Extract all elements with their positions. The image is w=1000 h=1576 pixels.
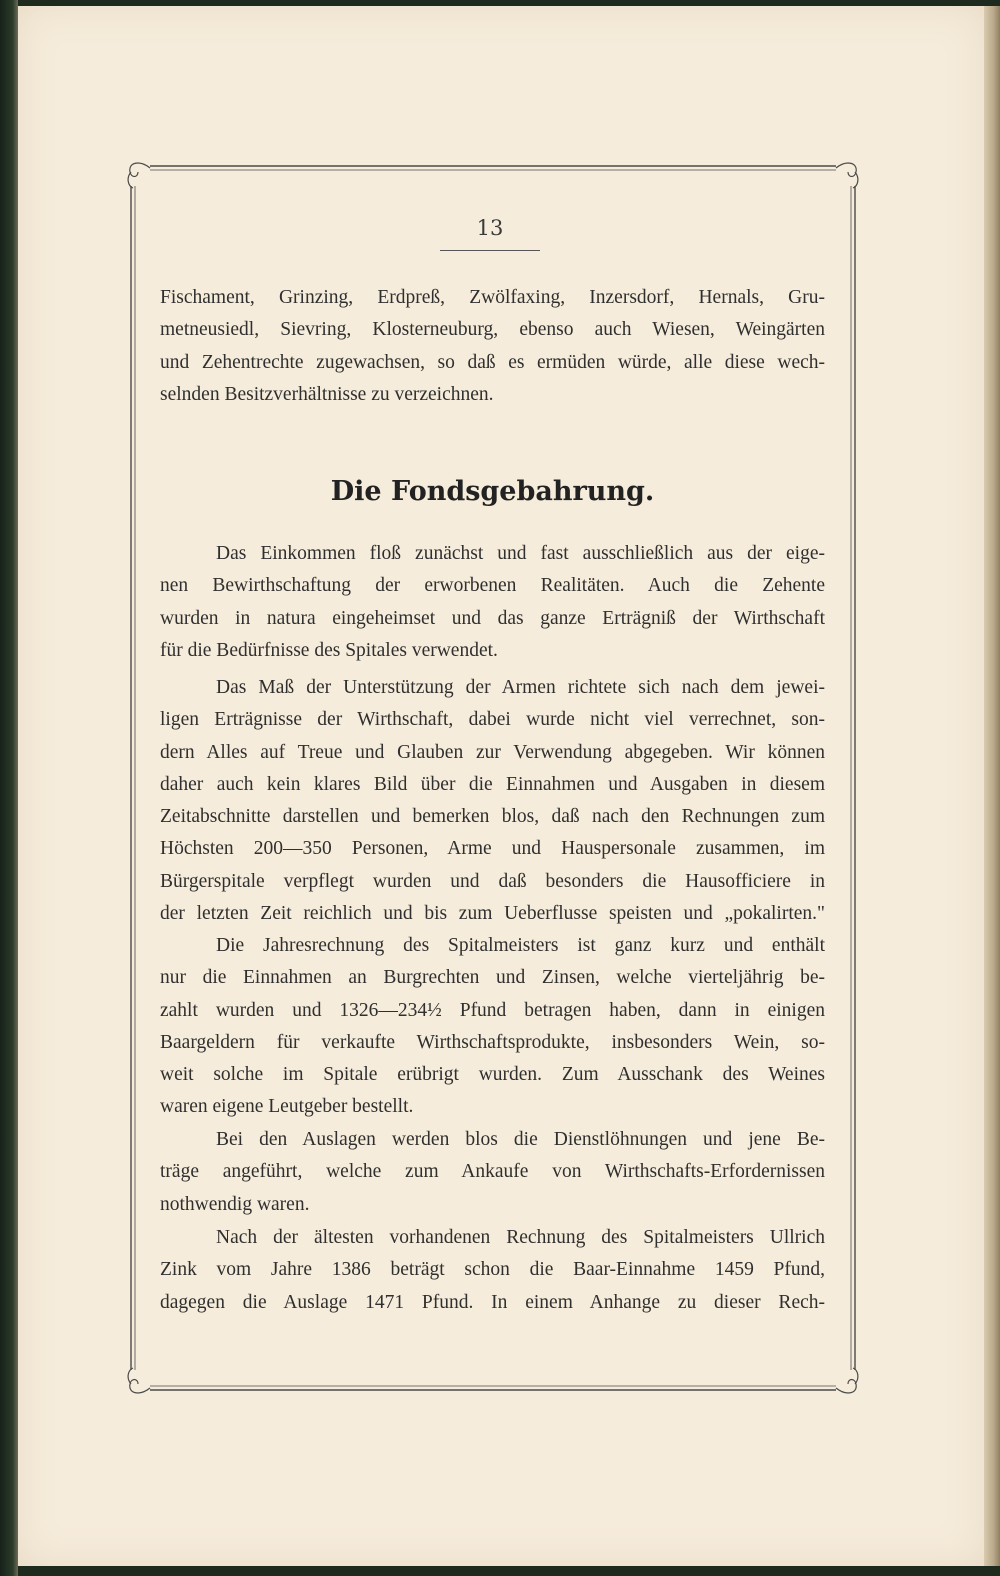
text-line: waren eigene Leutgeber bestellt. <box>160 1096 414 1118</box>
text-line: Nach der ältesten vorhandenen Rechnung des Spitalmeisters Ullrich <box>216 1227 825 1248</box>
paragraph-4 <box>160 1124 825 1221</box>
text-line: dagegen die Auslage 1471 Pfund. In einem Anhange zu dieser Rech- <box>160 1291 825 1313</box>
text-line: nen Bewirthschaftung der erworbenen Realitäten. Auch die Zehente <box>160 575 825 597</box>
text-line: zahlt wurden und 1326—234½ Pfund betragen haben, dann in einigen <box>160 999 825 1021</box>
text-line: Das Maß der Unterstützung der Armen richtete sich nach dem jewei- <box>216 677 825 698</box>
paragraph-5 <box>160 1222 825 1319</box>
paragraph-1 <box>160 538 825 667</box>
text-line: Zink vom Jahre 1386 beträgt schon die Baar-Einnahme 1459 Pfund, <box>160 1259 825 1281</box>
section-heading: Die Fondsgebahrung. <box>330 476 655 507</box>
intro-paragraph <box>160 282 825 411</box>
text-line: für die Bedürfnisse des Spitales verwendet. <box>160 639 498 661</box>
paragraph-2 <box>160 672 825 930</box>
paragraph-3 <box>160 930 825 1124</box>
text-line: ligen Erträgnisse der Wirthschaft, dabei wurde nicht viel verrechnet, son- <box>160 709 825 731</box>
text-line: Bei den Auslagen werden blos die Dienstlöhnungen und jene Be- <box>216 1129 825 1150</box>
text-line: Fischament, Grinzing, Erdpreß, Zwölfaxing, Inzersdorf, Hernals, Gru- <box>160 287 825 308</box>
page-number: 13 <box>440 216 540 251</box>
text-line: metneusiedl, Sievring, Klosterneuburg, ebenso auch Wiesen, Weingärten <box>160 319 825 341</box>
text-line: wurden in natura eingeheimset und das ganze Erträgniß der Wirthschaft <box>160 607 825 629</box>
text-line: nothwendig waren. <box>160 1193 310 1215</box>
text-line: Bürgerspitale verpflegt wurden und daß besonders die Hausofficiere in <box>160 870 825 892</box>
text-line: daher auch kein klares Bild über die Einnahmen und Ausgaben in diesem <box>160 773 825 795</box>
text-line: nur die Einnahmen an Burgrechten und Zinsen, welche vierteljährig be- <box>160 967 825 989</box>
text-line: träge angeführt, welche zum Ankaufe von Wirthschafts-Erfordernissen <box>160 1161 825 1183</box>
text-line: Das Einkommen floß zunächst und fast ausschließlich aus der eige- <box>216 543 825 564</box>
text-line: dern Alles auf Treue und Glauben zur Verwendung abgegeben. Wir können <box>160 741 825 763</box>
text-line: Höchsten 200—350 Personen, Arme und Hauspersonale zusammen, im <box>160 838 825 860</box>
text-line: Die Jahresrechnung des Spitalmeisters ist ganz kurz und enthält <box>216 935 825 956</box>
text-line: selnden Besitzverhältnisse zu verzeichnen. <box>160 383 494 405</box>
text-line: Baargeldern für verkaufte Wirthschaftsprodukte, insbesonders Wein, so- <box>160 1031 825 1053</box>
text-line: weit solche im Spitale erübrigt wurden. Zum Ausschank des Weines <box>160 1064 825 1086</box>
text-line: der letzten Zeit reichlich und bis zum Ueberflusse speisten und „pokalirten." <box>160 903 825 925</box>
text-line: Zeitabschnitte darstellen und bemerken blos, daß nach den Rechnungen zum <box>160 806 825 828</box>
text-line: und Zehentrechte zugewachsen, so daß es ermüden würde, alle diese wech- <box>160 351 825 373</box>
